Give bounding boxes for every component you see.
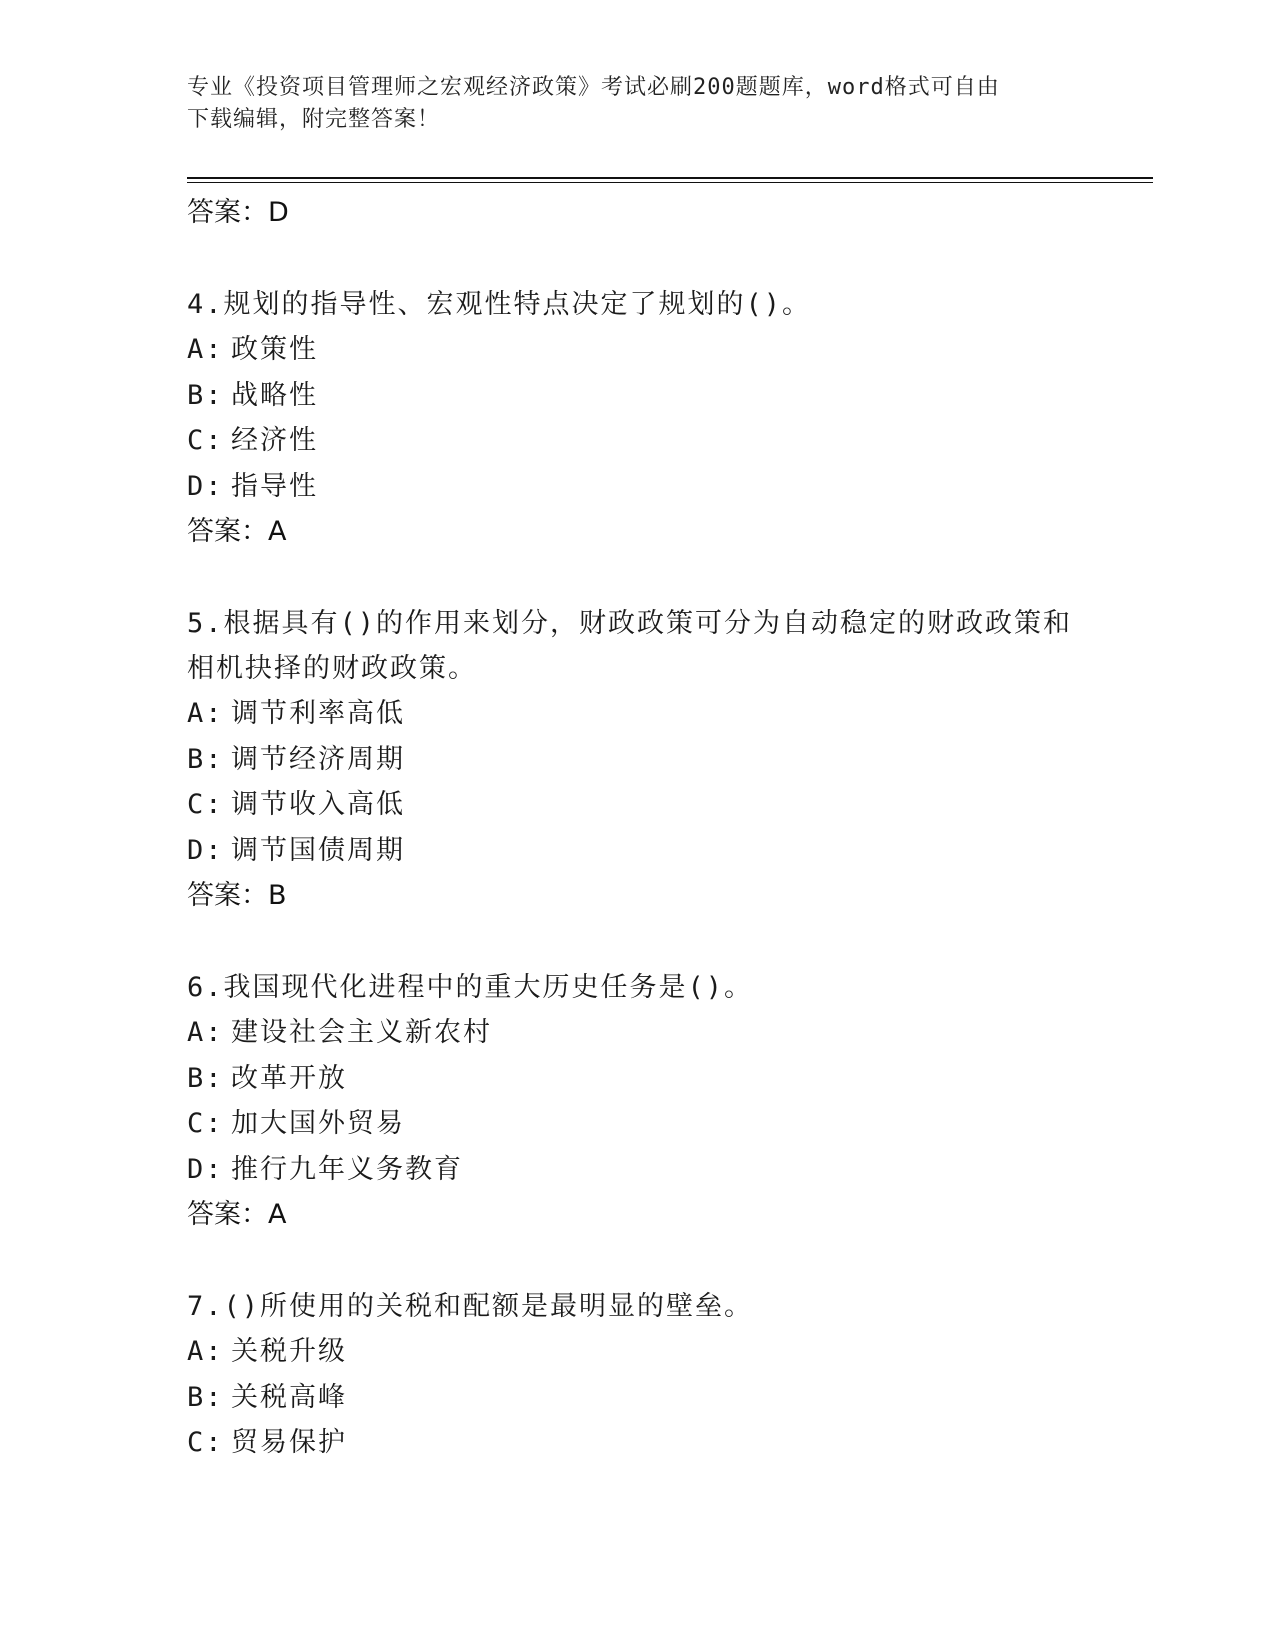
option-row: [187, 464, 1087, 510]
option-letter: C:: [187, 1108, 224, 1139]
answer-line: 答案：B: [187, 880, 287, 911]
answer-line: 答案：D: [187, 197, 289, 228]
option-text: 加大国外贸易: [231, 1108, 405, 1139]
option-letter: B:: [187, 1381, 224, 1413]
option-letter: B:: [187, 743, 224, 775]
option-text: 政策性: [231, 334, 318, 365]
option-row: [187, 1101, 1087, 1147]
question-text: 4.规划的指导性、宏观性特点决定了规划的()。: [187, 289, 812, 320]
question-block: [187, 601, 1087, 918]
option-text: 调节经济周期: [231, 743, 405, 775]
option-text: 建设社会主义新农村: [231, 1017, 492, 1048]
option-row: [187, 782, 1087, 828]
header-line-2: 下载编辑，附完整答案！: [187, 107, 441, 132]
option-letter: B:: [187, 1062, 224, 1094]
option-row: [187, 737, 1087, 783]
option-text: 调节国债周期: [231, 834, 405, 866]
option-row: [187, 1010, 1087, 1056]
option-letter: C:: [187, 1427, 224, 1458]
option-row: [187, 828, 1087, 874]
option-row: [187, 327, 1087, 373]
option-row: [187, 1147, 1087, 1193]
option-row: [187, 691, 1087, 737]
question-block: [187, 965, 1087, 1237]
option-letter: C:: [187, 425, 224, 456]
option-letter: A:: [187, 1336, 224, 1367]
option-row: [187, 1420, 1087, 1466]
header-line-1: 专业《投资项目管理师之宏观经济政策》考试必刷200题题库，word格式可自由: [187, 75, 1000, 100]
question-text: 5.根据具有()的作用来划分，财政政策可分为自动稳定的财政政策和: [187, 608, 1073, 639]
option-letter: D:: [187, 470, 224, 502]
option-letter: B:: [187, 379, 224, 411]
option-letter: A:: [187, 1017, 224, 1048]
question-text: 7.()所使用的关税和配额是最明显的壁垒。: [187, 1291, 754, 1322]
option-text: 推行九年义务教育: [231, 1153, 463, 1185]
option-row: [187, 418, 1087, 464]
option-row: [187, 373, 1087, 419]
option-letter: D:: [187, 1153, 224, 1185]
option-text: 战略性: [231, 379, 318, 411]
option-text: 经济性: [231, 425, 318, 456]
answer-line: 答案：A: [187, 1199, 287, 1230]
question-text-continued: 相机抉择的财政政策。: [187, 653, 477, 684]
option-text: 调节收入高低: [231, 789, 405, 820]
answer-line: 答案：A: [187, 516, 287, 547]
option-letter: A:: [187, 698, 224, 729]
question-list: [187, 190, 1087, 1466]
document-header: [187, 72, 1067, 136]
option-letter: C:: [187, 789, 224, 820]
question-block: [187, 1284, 1087, 1466]
option-text: 调节利率高低: [231, 698, 405, 729]
option-text: 关税升级: [231, 1336, 347, 1367]
question-text: 6.我国现代化进程中的重大历史任务是()。: [187, 972, 754, 1003]
option-letter: D:: [187, 834, 224, 866]
option-row: [187, 1056, 1087, 1102]
option-row: [187, 1329, 1087, 1375]
option-text: 指导性: [231, 470, 318, 502]
header-divider-thick: [187, 177, 1153, 179]
option-text: 贸易保护: [231, 1427, 347, 1458]
header-divider-thin: [187, 182, 1153, 183]
option-text: 改革开放: [231, 1062, 347, 1094]
question-block: [187, 282, 1087, 554]
option-text: 关税高峰: [231, 1381, 347, 1413]
option-row: [187, 1375, 1087, 1421]
option-letter: A:: [187, 334, 224, 365]
